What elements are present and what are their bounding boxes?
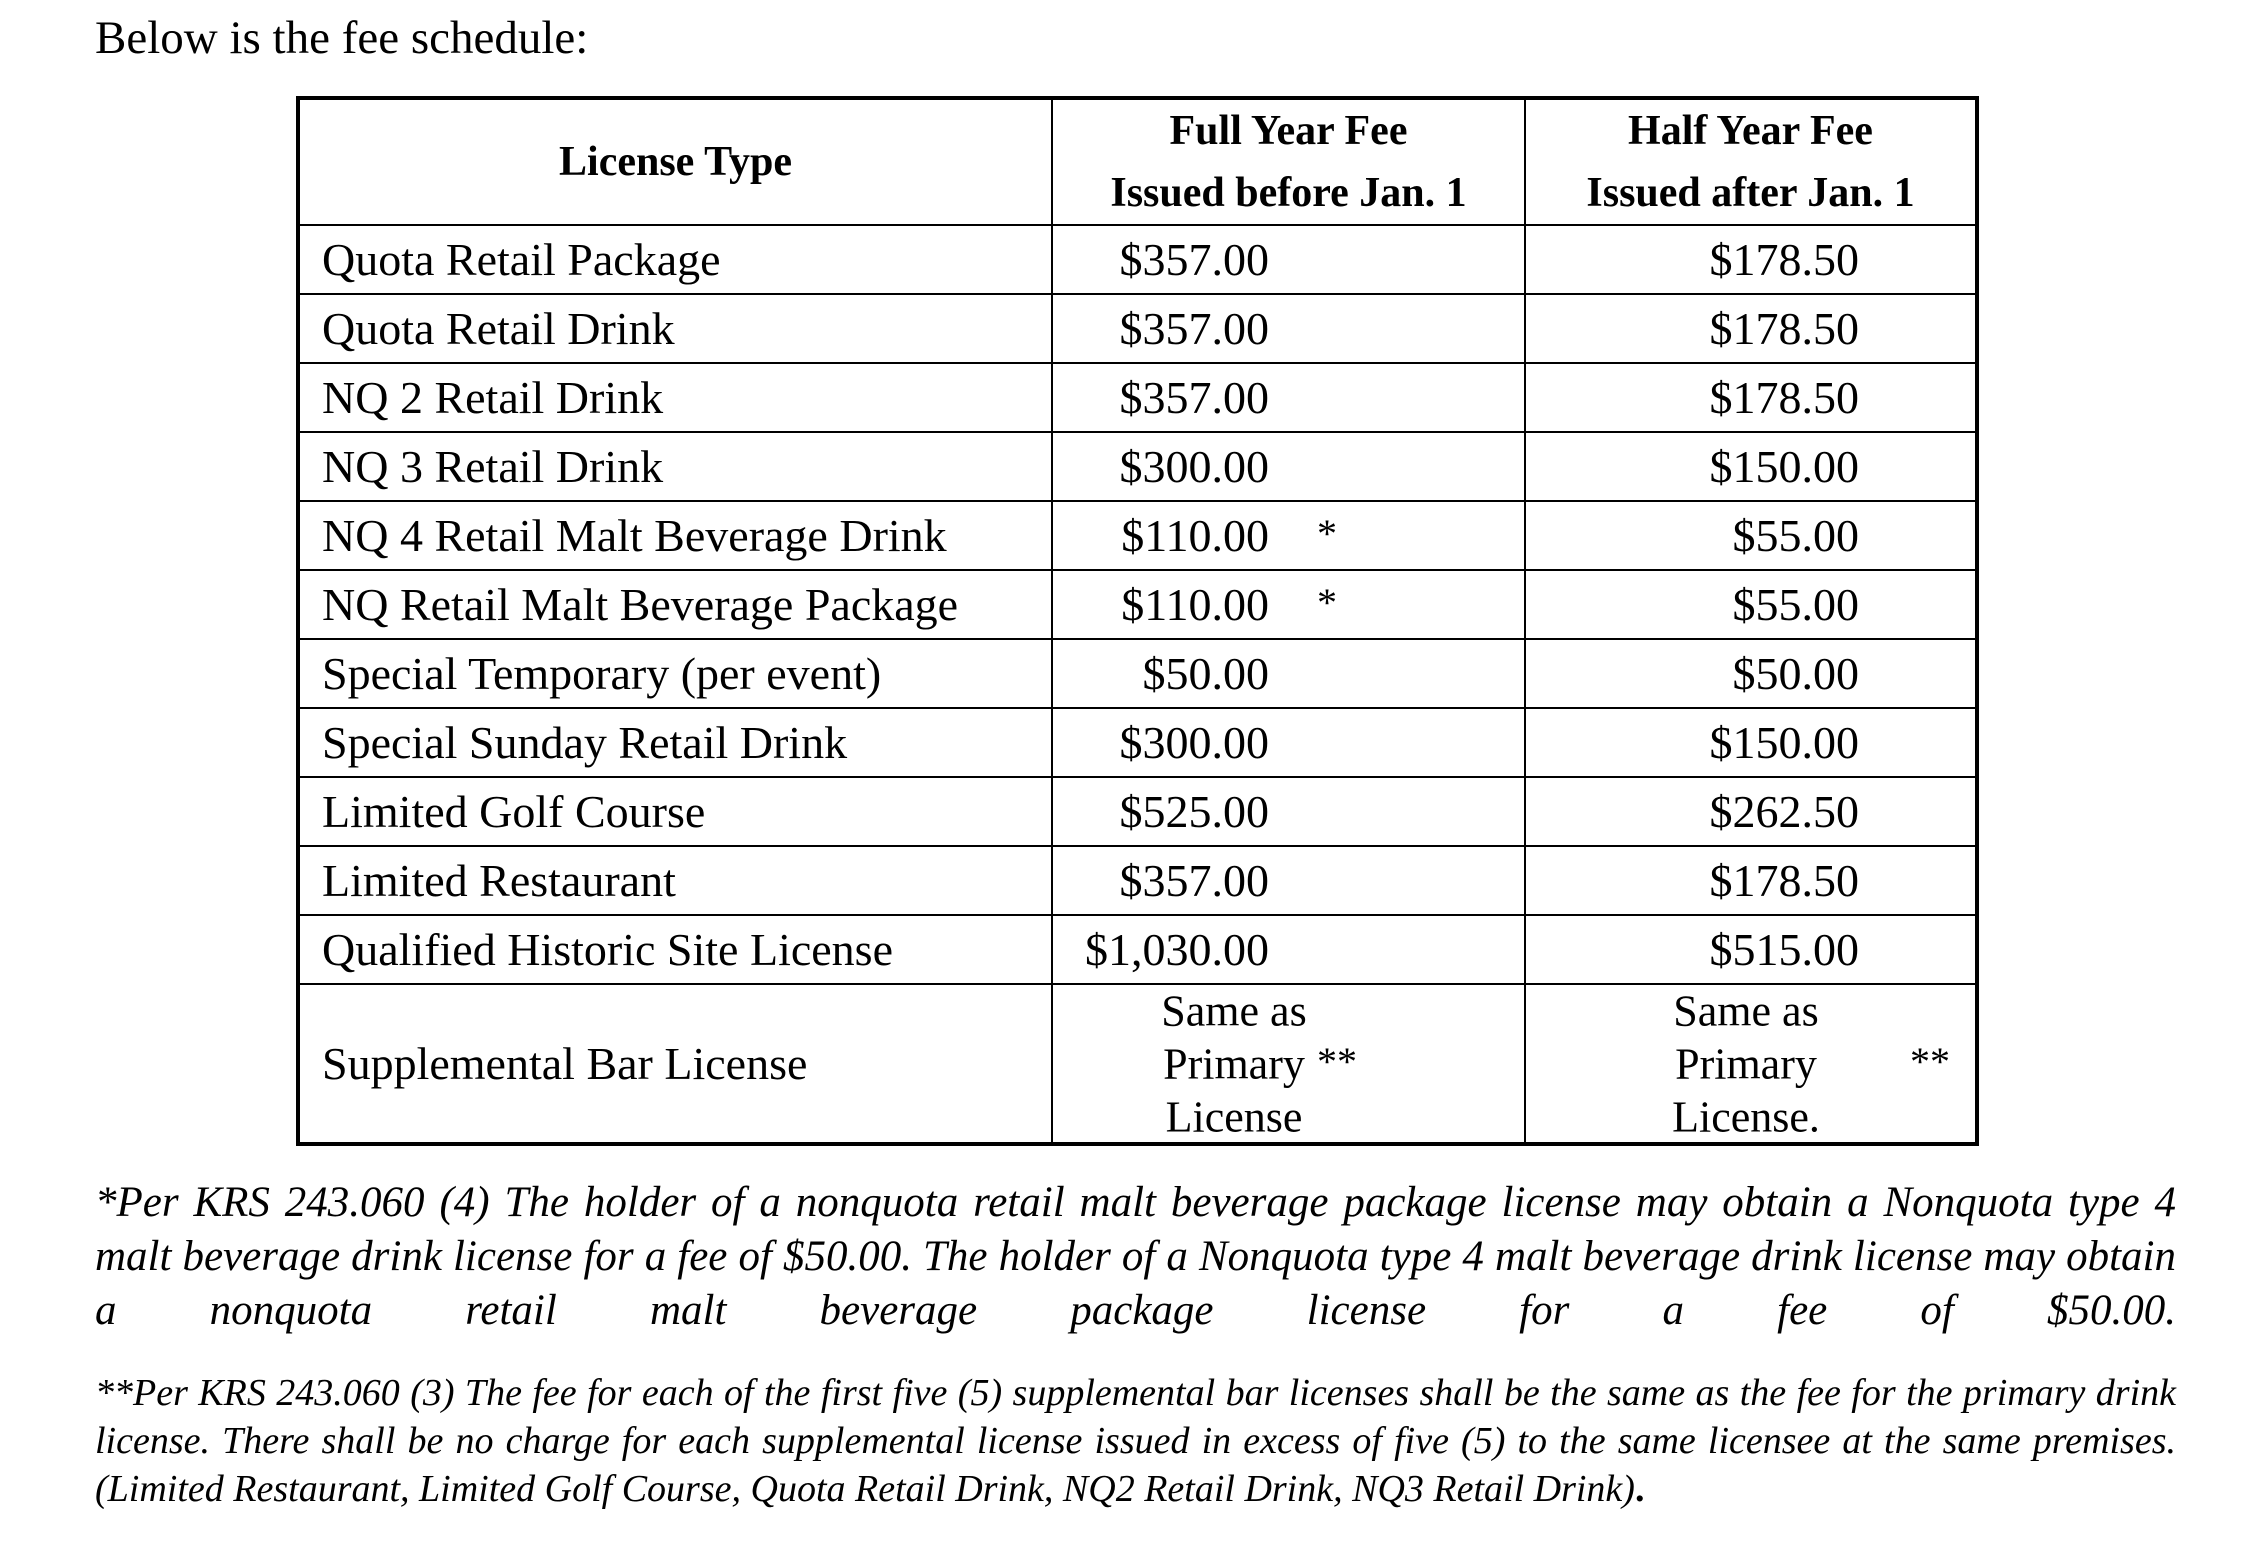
table-row-supplemental bbox=[298, 984, 1977, 1144]
license-type-cell: Limited Golf Course bbox=[298, 777, 1052, 846]
fee-amount: $300.00 bbox=[1119, 716, 1269, 768]
fee-amount: $178.50 bbox=[1709, 302, 1859, 354]
license-type-cell: Special Temporary (per event) bbox=[298, 639, 1052, 708]
license-type-cell: NQ 2 Retail Drink bbox=[298, 363, 1052, 432]
full-year-fee-cell bbox=[1052, 639, 1525, 708]
fee-amount: $357.00 bbox=[1119, 371, 1269, 423]
footnote-marker: * bbox=[1317, 510, 1337, 556]
table-row bbox=[298, 777, 1977, 846]
license-type-cell: Special Sunday Retail Drink bbox=[298, 708, 1052, 777]
full-year-fee-cell bbox=[1052, 501, 1525, 570]
intro-text: Below is the fee schedule: bbox=[95, 12, 589, 64]
footnote-end-period: . bbox=[1634, 1468, 1645, 1510]
license-line: License bbox=[1165, 1092, 1303, 1141]
full-year-fee-cell bbox=[1052, 363, 1525, 432]
same-as-line: Same as bbox=[1673, 986, 1819, 1035]
half-year-fee-cell bbox=[1525, 639, 1977, 708]
header-full-year-line2: Issued before Jan. 1 bbox=[1110, 170, 1467, 216]
fee-amount: $357.00 bbox=[1119, 302, 1269, 354]
footnote-marker: * bbox=[1317, 579, 1337, 625]
footnote-marker: ** bbox=[1910, 1038, 1950, 1084]
half-year-fee-cell bbox=[1525, 708, 1977, 777]
full-year-fee-cell bbox=[1052, 777, 1525, 846]
half-year-fee-cell bbox=[1525, 777, 1977, 846]
header-half-year-line1: Half Year Fee bbox=[1628, 108, 1873, 154]
table-row bbox=[298, 225, 1977, 294]
half-year-fee-cell bbox=[1525, 294, 1977, 363]
half-year-fee-cell bbox=[1525, 984, 1977, 1144]
fee-amount: $55.00 bbox=[1732, 509, 1859, 561]
table-row bbox=[298, 846, 1977, 915]
primary-line: Primary bbox=[1163, 1039, 1305, 1088]
fee-amount: $262.50 bbox=[1709, 785, 1859, 837]
fee-amount: $515.00 bbox=[1709, 923, 1859, 975]
fee-amount: $300.00 bbox=[1119, 440, 1269, 492]
footnote-double-star bbox=[95, 1369, 2176, 1513]
half-year-fee-cell bbox=[1525, 432, 1977, 501]
header-license-type: License Type bbox=[298, 98, 1052, 225]
fee-amount: $110.00 bbox=[1121, 578, 1269, 630]
fee-amount: $178.50 bbox=[1709, 233, 1859, 285]
full-year-fee-cell bbox=[1052, 708, 1525, 777]
license-type-cell: Qualified Historic Site License bbox=[298, 915, 1052, 984]
table-row bbox=[298, 363, 1977, 432]
full-year-fee-cell bbox=[1052, 984, 1525, 1144]
footnote-single-star: *Per KRS 243.060 (4) The holder of a nonquota retail malt beverage package license may obtain a Nonquota type 4 malt beverage drink license for a fee of $50.00. The holder of a Nonquota type 4 malt beverage drink license may obtain a nonquota retail malt beverage package license for a fee of $50.00. bbox=[95, 1179, 2176, 1334]
license-type-cell: Quota Retail Drink bbox=[298, 294, 1052, 363]
header-full-year-line1: Full Year Fee bbox=[1169, 108, 1408, 154]
full-year-fee-cell bbox=[1052, 846, 1525, 915]
license-type-cell: NQ 4 Retail Malt Beverage Drink bbox=[298, 501, 1052, 570]
fee-amount: $50.00 bbox=[1142, 647, 1269, 699]
fee-schedule-table bbox=[296, 96, 1979, 1146]
same-as-line: Same as bbox=[1161, 986, 1307, 1035]
full-year-fee-cell bbox=[1052, 225, 1525, 294]
half-year-fee-cell bbox=[1525, 915, 1977, 984]
fee-amount: $110.00 bbox=[1121, 509, 1269, 561]
fee-amount: $525.00 bbox=[1119, 785, 1269, 837]
primary-line: Primary bbox=[1675, 1039, 1817, 1088]
header-half-year-fee bbox=[1525, 98, 1977, 225]
fee-amount: $357.00 bbox=[1119, 854, 1269, 906]
license-type-cell: NQ 3 Retail Drink bbox=[298, 432, 1052, 501]
header-full-year-fee bbox=[1052, 98, 1525, 225]
fee-amount: $55.00 bbox=[1732, 578, 1859, 630]
fee-amount: $150.00 bbox=[1709, 716, 1859, 768]
table-row bbox=[298, 294, 1977, 363]
half-year-fee-cell bbox=[1525, 501, 1977, 570]
license-type-cell: Limited Restaurant bbox=[298, 846, 1052, 915]
footnote-marker: ** bbox=[1317, 1038, 1357, 1084]
fee-amount: $150.00 bbox=[1709, 440, 1859, 492]
table-row bbox=[298, 570, 1977, 639]
license-type-cell: NQ Retail Malt Beverage Package bbox=[298, 570, 1052, 639]
license-type-cell: Supplemental Bar License bbox=[298, 984, 1052, 1144]
footnote-double-star-text: **Per KRS 243.060 (3) The fee for each of the first five (5) supplemental bar licenses shall be the same as the fee for the primary drink license. There shall be no charge for each supplemental license issued in excess of five (5) to the same licensee at the same premises. (Limited Restaurant, Limited Golf Course, Quota Retail Drink, NQ2 Retail Drink, NQ3 Retail Drink) bbox=[95, 1372, 2176, 1510]
full-year-fee-cell bbox=[1052, 915, 1525, 984]
fee-amount: $50.00 bbox=[1732, 647, 1859, 699]
table-row bbox=[298, 501, 1977, 570]
table-row bbox=[298, 639, 1977, 708]
same-as-primary-text bbox=[1616, 984, 1876, 1143]
full-year-fee-cell bbox=[1052, 432, 1525, 501]
half-year-fee-cell bbox=[1525, 363, 1977, 432]
half-year-fee-cell bbox=[1525, 846, 1977, 915]
full-year-fee-cell bbox=[1052, 294, 1525, 363]
fee-amount: $178.50 bbox=[1709, 371, 1859, 423]
license-type-cell: Quota Retail Package bbox=[298, 225, 1052, 294]
license-line: License. bbox=[1672, 1092, 1820, 1141]
header-half-year-line2: Issued after Jan. 1 bbox=[1586, 170, 1915, 216]
half-year-fee-cell bbox=[1525, 225, 1977, 294]
full-year-fee-cell bbox=[1052, 570, 1525, 639]
table-row bbox=[298, 432, 1977, 501]
fee-amount: $357.00 bbox=[1119, 233, 1269, 285]
half-year-fee-cell bbox=[1525, 570, 1977, 639]
table-row bbox=[298, 708, 1977, 777]
table-row bbox=[298, 915, 1977, 984]
fee-amount: $1,030.00 bbox=[1085, 923, 1269, 975]
table-header-row bbox=[298, 98, 1977, 225]
fee-amount: $178.50 bbox=[1709, 854, 1859, 906]
